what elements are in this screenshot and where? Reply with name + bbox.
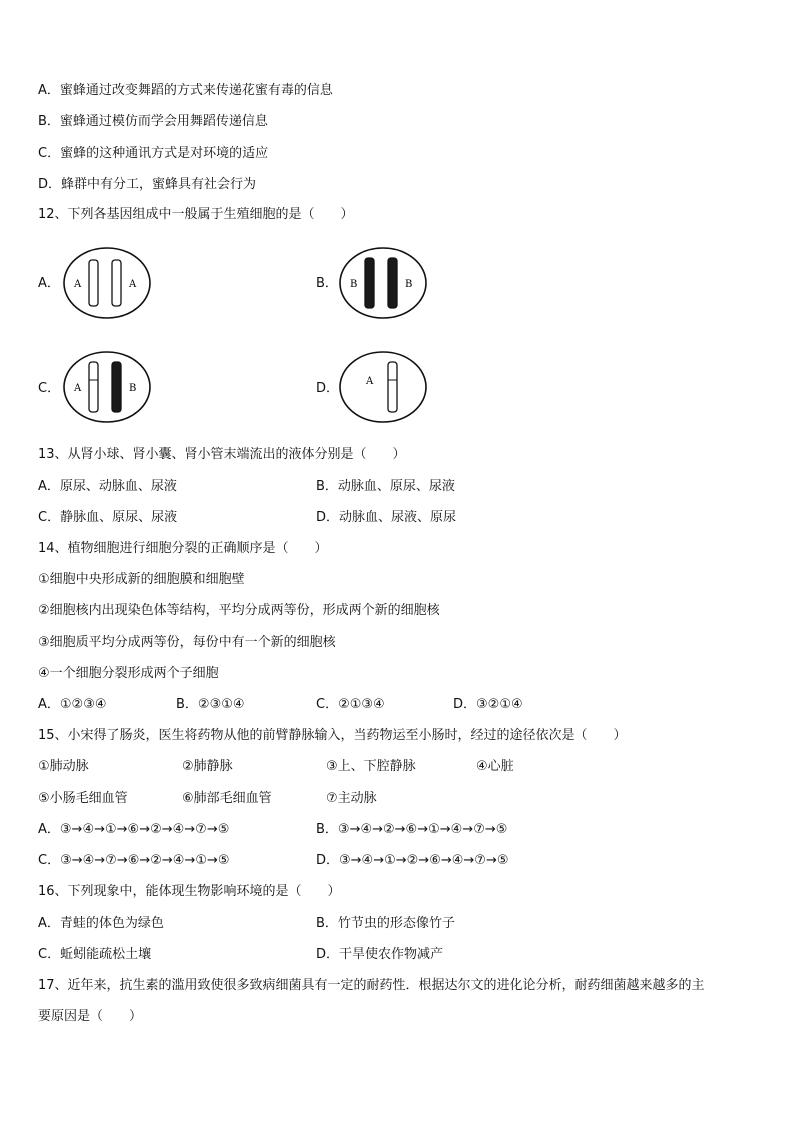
q13-option-d: D．动脉血、尿液、原尿 [316, 510, 457, 525]
q15-option-d: D．③→④→①→②→⑥→④→⑦→⑤ [316, 853, 509, 868]
q14-item-1: ①细胞中央形成新的细胞膜和细胞壁 [38, 572, 245, 587]
q15-item-6: ⑥肺部毛细血管 [182, 791, 272, 806]
q15-item-4: ④心脏 [476, 759, 514, 774]
q12-cell-d [338, 350, 428, 424]
q15-item-5: ⑤小肠毛细血管 [38, 791, 128, 806]
q16-option-a: A．青蛙的体色为绿色 [38, 916, 164, 931]
q13-option-b: B．动脉血、原尿、尿液 [316, 479, 455, 494]
q15-item-7: ⑦主动脉 [326, 791, 377, 806]
chromosome [388, 362, 397, 412]
q15-option-c: C．③→④→⑦→⑥→②→④→①→⑤ [38, 853, 230, 868]
q12-option-b-label: B． [316, 276, 338, 291]
q11-option-b: B．蜜蜂通过模仿而学会用舞蹈传递信息 [38, 114, 268, 129]
q13-stem: 13、从肾小球、肾小囊、肾小管末端流出的液体分别是（ ） [38, 447, 406, 462]
q16-option-b: B．竹节虫的形态像竹子 [316, 916, 455, 931]
q12-stem: 12、下列各基因组成中一般属于生殖细胞的是（ ） [38, 207, 354, 222]
gene-label-right: B [129, 383, 137, 394]
q14-option-d: D．③②①④ [453, 697, 523, 712]
q15-stem: 15、小宋得了肠炎，医生将药物从他的前臂静脉输入，当药物运至小肠时，经过的途径依次是（ ） [38, 728, 627, 743]
q14-stem: 14、植物细胞进行细胞分裂的正确顺序是（ ） [38, 541, 328, 556]
q11-option-a: A．蜜蜂通过改变舞蹈的方式来传递花蜜有毒的信息 [38, 83, 333, 98]
gene-label-left: A [74, 279, 82, 290]
chromosome-left [89, 260, 98, 306]
q12-option-d-label: D． [316, 381, 340, 396]
q15-item-2: ②肺静脉 [182, 759, 233, 774]
q17-stem-line2: 要原因是（ ） [38, 1009, 143, 1024]
q11-option-d: D．蜂群中有分工，蜜蜂具有社会行为 [38, 177, 257, 192]
q13-option-a: A．原尿、动脉血、尿液 [38, 479, 177, 494]
gene-label-left: A [366, 376, 374, 387]
chromosome-left [365, 258, 374, 308]
q16-option-d: D．干旱使农作物减产 [316, 947, 444, 962]
q11-option-c: C．蜜蜂的这种通讯方式是对环境的适应 [38, 146, 269, 161]
chromosome-right [112, 362, 121, 412]
chromosome-right [388, 258, 397, 308]
q12-cell-b [338, 246, 428, 320]
q14-item-2: ②细胞核内出现染色体等结构，平均分成两等份，形成两个新的细胞核 [38, 603, 440, 618]
q14-option-a: A．①②③④ [38, 697, 107, 712]
q12-option-c-label: C． [38, 381, 61, 396]
gene-label-right: A [129, 279, 137, 290]
q16-option-c: C．蚯蚓能疏松土壤 [38, 947, 152, 962]
q13-option-c: C．静脉血、原尿、尿液 [38, 510, 178, 525]
q16-stem: 16、下列现象中，能体现生物影响环境的是（ ） [38, 884, 341, 899]
q12-option-a-label: A． [38, 276, 60, 291]
gene-label-right: B [405, 279, 413, 290]
q15-option-a: A．③→④→①→⑥→②→④→⑦→⑤ [38, 822, 230, 837]
q12-cell-a [62, 246, 152, 320]
q15-option-b: B．③→④→②→⑥→①→④→⑦→⑤ [316, 822, 508, 837]
q14-item-3: ③细胞质平均分成两等份，每份中有一个新的细胞核 [38, 635, 336, 650]
q14-item-4: ④一个细胞分裂形成两个子细胞 [38, 666, 219, 681]
chromosome-left [89, 362, 98, 412]
q14-option-c: C．②①③④ [316, 697, 385, 712]
q14-option-b: B．②③①④ [176, 697, 245, 712]
q15-item-3: ③上、下腔静脉 [326, 759, 416, 774]
q12-cell-c [62, 350, 152, 424]
q17-stem-line1: 17、近年来，抗生素的滥用致使很多致病细菌具有一定的耐药性．根据达尔文的进化论分析，耐药细菌越来越多的主 [38, 978, 705, 993]
gene-label-left: A [74, 383, 82, 394]
chromosome-right [112, 260, 121, 306]
q15-item-1: ①肺动脉 [38, 759, 89, 774]
gene-label-left: B [350, 279, 358, 290]
